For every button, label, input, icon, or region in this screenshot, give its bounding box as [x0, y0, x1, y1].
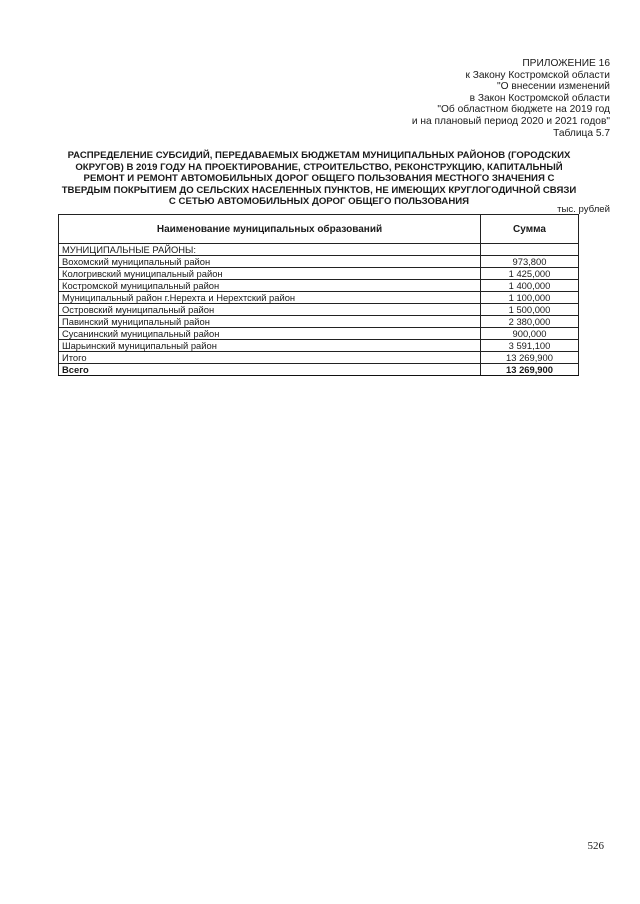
district-sum: 1 100,000: [481, 292, 579, 304]
table-header-row: [59, 215, 579, 244]
district-name: Вохомский муниципальный район: [59, 256, 481, 268]
table-row: [59, 328, 579, 340]
table-row: [59, 256, 579, 268]
district-name: Муниципальный район г.Нерехта и Нерехтский район: [59, 292, 481, 304]
district-sum: 1 500,000: [481, 304, 579, 316]
column-header-sum: Сумма: [481, 215, 579, 244]
district-sum: 900,000: [481, 328, 579, 340]
header-line: "О внесении изменений: [496, 81, 610, 93]
district-name: Островский муниципальный район: [59, 304, 481, 316]
table-row: [59, 268, 579, 280]
district-name: Павинский муниципальный район: [59, 316, 481, 328]
district-sum: 2 380,000: [481, 316, 579, 328]
section-sum-empty: [481, 244, 579, 256]
district-sum: 1 400,000: [481, 280, 579, 292]
subtotal-row: [59, 352, 579, 364]
district-sum: 973,800: [481, 256, 579, 268]
header-line: ПРИЛОЖЕНИЕ 16: [522, 58, 610, 69]
header-line: к Закону Костромской области: [465, 69, 610, 81]
district-sum: 1 425,000: [481, 268, 579, 280]
table-row: [59, 304, 579, 316]
table-row: [59, 316, 579, 328]
table-row: [59, 340, 579, 352]
header-line: в Закон Костромской области: [469, 92, 610, 104]
units-label: тыс. рублей: [557, 204, 610, 215]
district-name: Кологривский муниципальный район: [59, 268, 481, 280]
section-row: [59, 244, 579, 256]
page-number: 526: [587, 840, 604, 852]
total-row: [59, 364, 579, 376]
district-name: Сусанинский муниципальный район: [59, 328, 481, 340]
section-label: МУНИЦИПАЛЬНЫЕ РАЙОНЫ:: [59, 244, 481, 256]
subtotal-label: Итого: [59, 352, 481, 364]
total-label: Всего: [59, 364, 481, 376]
header-line: "Об областном бюджете на 2019 год: [437, 104, 610, 116]
document-title: РАСПРЕДЕЛЕНИЕ СУБСИДИЙ, ПЕРЕДАВАЕМЫХ БЮДЖЕТАМ МУНИЦИПАЛЬНЫХ РАЙОНОВ (ГОРОДСКИХ ОКРУГОВ) В 2019 ГОДУ НА ПРОЕКТИРОВАНИЕ, СТРОИТЕЛЬСТВО, РЕКОНСТРУКЦИЮ, КАПИТАЛЬНЫЙ РЕМОНТ И РЕМОНТ АВТОМОБИЛЬНЫХ ДОРОГ ОБЩЕГО ПОЛЬЗОВАНИЯ МЕСТНОГО ЗНАЧЕНИЯ С ТВЕРДЫМ ПОКРЫТИЕМ ДО СЕЛЬСКИХ НАСЕЛЕННЫХ ПУНКТОВ, НЕ ИМЕЮЩИХ КРУГЛОГОДИЧНОЙ СВЯЗИ С СЕТЬЮ АВТОМОБИЛЬНЫХ ДОРОГ ОБЩЕГО ПОЛЬЗОВАНИЯ: [61, 150, 577, 208]
district-name: Костромской муниципальный район: [59, 280, 481, 292]
header-line: и на плановый период 2020 и 2021 годов": [411, 115, 610, 127]
table-number: Таблица 5.7: [553, 127, 610, 139]
district-sum: 3 591,100: [481, 340, 579, 352]
column-header-name: Наименование муниципальных образований: [59, 215, 481, 244]
table-row: [59, 292, 579, 304]
total-sum: 13 269,900: [481, 364, 579, 376]
appendix-header: [412, 58, 610, 139]
district-name: Шарьинский муниципальный район: [59, 340, 481, 352]
subtotal-sum: 13 269,900: [481, 352, 579, 364]
table-row: [59, 280, 579, 292]
subsidy-table: [58, 214, 579, 376]
